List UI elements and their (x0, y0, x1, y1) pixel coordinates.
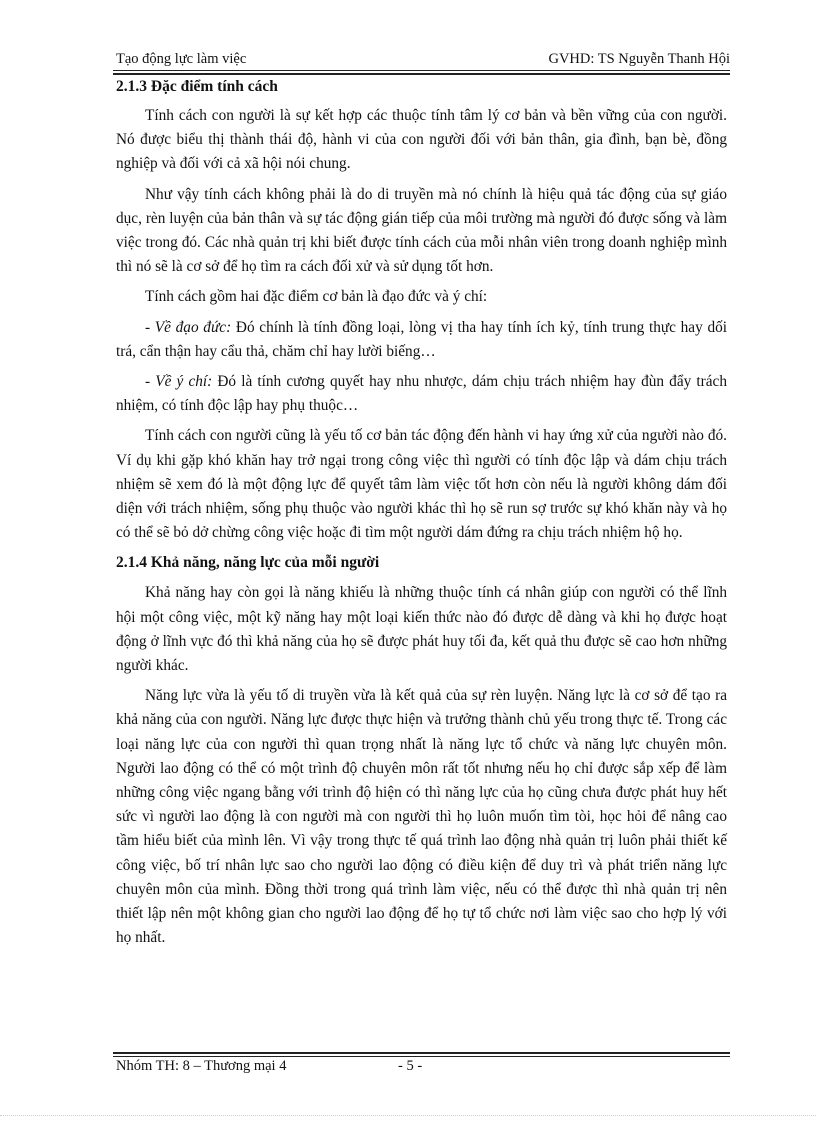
header-title: Tạo động lực làm việc (116, 51, 247, 67)
page-footer (116, 1058, 423, 1075)
footer-rule-thick (113, 1052, 730, 1054)
page-bottom-dotted-line (0, 1115, 816, 1116)
bullet-label: - Về đạo đức: (145, 318, 232, 336)
page-header (113, 49, 730, 69)
section-heading: 2.1.3 Đặc điểm tính cách (116, 78, 278, 95)
bullet-text: Đó chính là tính đồng loại, lòng vị tha hay tính ích kỷ, tính trung thực hay dối trá, cẩn thận hay cẩu thả, chăm chỉ hay lười biếng… (116, 318, 727, 360)
bullet-item (116, 370, 727, 418)
paragraph: Khả năng hay còn gọi là năng khiếu là những thuộc tính cá nhân giúp con người có thể lĩnh hội một công việc, một kỹ năng hay một loại kiến thức nào đó được dễ dàng và khi họ được hoạt động ở lĩnh vực đó thì khả năng của họ sẽ được phát huy tối đa, kết quả thu được sẽ cao hơn những người khác. (116, 584, 727, 675)
header-advisor: GVHD: TS Nguyễn Thanh Hội (548, 51, 730, 67)
bullet-label: - Về ý chí: (145, 373, 213, 391)
paragraph: Tính cách con người cũng là yếu tố cơ bản tác động đến hành vi hay ứng xử của người nào đó. Ví dụ khi gặp khó khăn hay trở ngại trong công việc thì người có tính độc lập và dám chịu trách nhiệm sẽ xem đó là một động lực để quyết tâm làm việc tốt hơn còn nếu là người không dám đối diện với trách nhiệm, sống phụ thuộc vào người khác thì họ sẽ run sợ trước sự khó khăn này và họ có thể sẽ bỏ dở chừng công việc hoặc đi tìm một người dám đứng ra chịu trách nhiệm hộ họ. (116, 427, 727, 542)
paragraph: Năng lực vừa là yếu tố di truyền vừa là kết quả của sự rèn luyện. Năng lực là cơ sở để tạo ra khả năng của con người. Năng lực được thực hiện và trưởng thành chủ yếu trong thực tế. Trong các loại năng lực của con người thì quan trọng nhất là năng lực tổ chức và năng lực chuyên môn. Người lao động có thể có một trình độ chuyên môn rất tốt nhưng nếu họ chỉ được sắp xếp để làm những công việc ngang bằng với trình độ hiện có thì năng lực của họ cũng chưa được phát huy hết sức vì người lao động là con người mà con người thì họ luôn muốn tìm tòi, học hỏi để nâng cao tầm hiểu biết của mình lên. Vì vậy trong thực tế quá trình lao động nhà quản trị luôn phải thiết kế công việc, bố trí nhân lực sao cho người lao động có điều kiện để duy trì và phát triển năng lực chuyên môn của mình. Đồng thời trong quá trình làm việc, nếu có thể được thì nhà quản trị nên thiết lập nên một không gian cho người lao động để họ tự tổ chức nơi làm việc sao cho hợp lý với họ nhất. (116, 687, 727, 947)
header-rule-thin (113, 70, 730, 71)
footer-rule-thin (113, 1056, 730, 1057)
section-heading: 2.1.4 Khả năng, năng lực của mỗi người (116, 554, 380, 572)
bullet-item (116, 316, 727, 364)
paragraph: Tính cách gồm hai đặc điểm cơ bản là đạo đức và ý chí: (145, 288, 488, 306)
footer-group: Nhóm TH: 8 – Thương mại 4 (116, 1058, 287, 1074)
page-body (116, 75, 727, 957)
page-number: - 5 - (398, 1058, 423, 1074)
paragraph: Tính cách con người là sự kết hợp các thuộc tính tâm lý cơ bản và bền vững của con người. Nó được biểu thị thành thái độ, hành vi của con người đối với bản thân, gia đình, bạn bè, đồng nghiệp và đối với cả xã hội nói chung. (116, 107, 727, 173)
paragraph: Như vậy tính cách không phải là do di truyền mà nó chính là hiệu quả tác động của sự giáo dục, rèn luyện của bản thân và sự tác động gián tiếp của môi trường mà người đó được sống và làm việc trong đó. Các nhà quản trị khi biết được tính cách của mỗi nhân viên trong doanh nghiệp mình thì nó sẽ là cơ sở để họ tìm ra cách đối xử và sử dụng tốt hơn. (116, 185, 727, 276)
bullet-text: Đó là tính cương quyết hay nhu nhược, dám chịu trách nhiệm hay đùn đẩy trách nhiệm, có tính độc lập hay phụ thuộc… (116, 373, 727, 415)
